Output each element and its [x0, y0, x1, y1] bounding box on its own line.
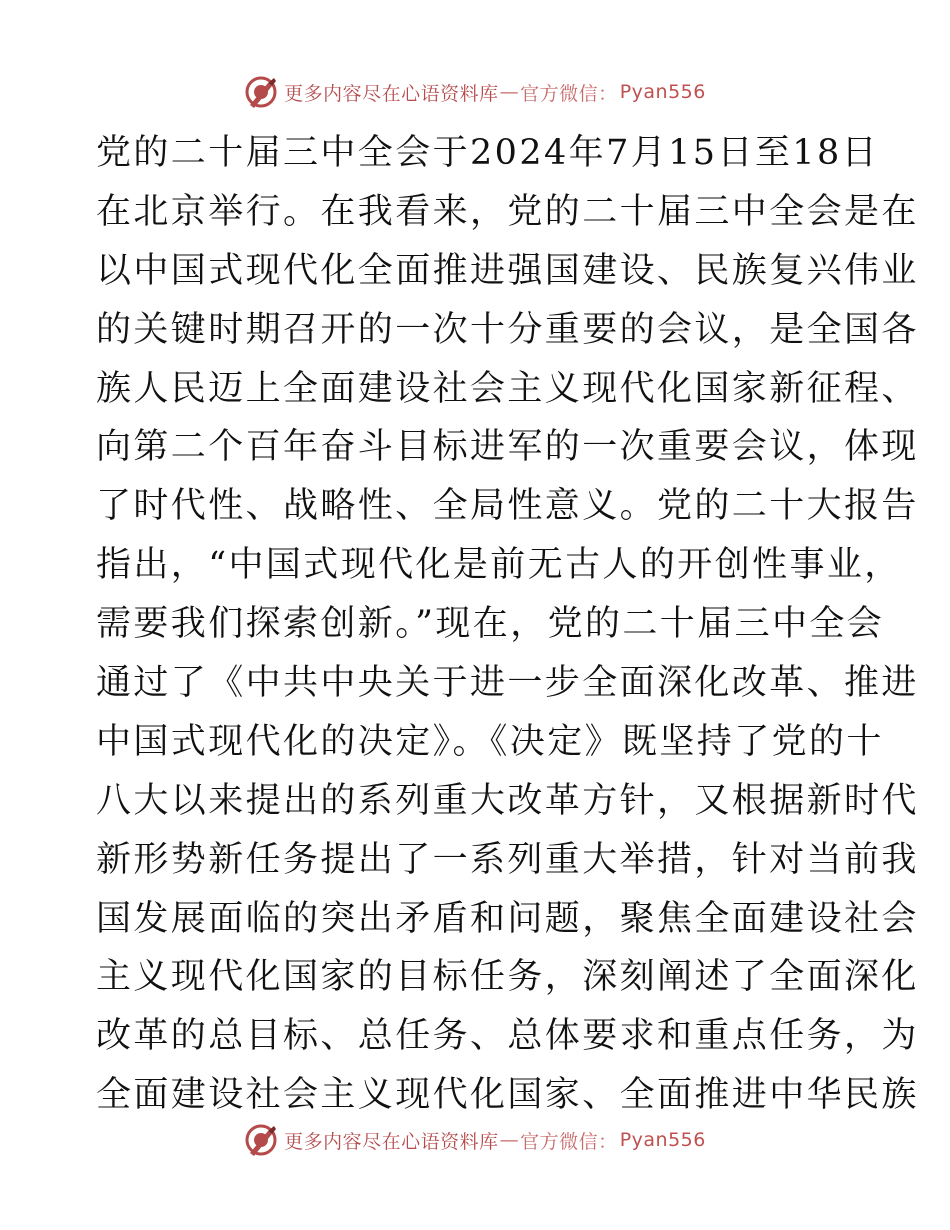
text-line: 国发展面临的突出矛盾和问题，聚焦全面建设社会	[96, 898, 919, 939]
text-line: 通过了《中共中央关于进一步全面深化改革、推进	[96, 663, 919, 704]
footer-account: Pyan556	[619, 1129, 706, 1151]
header-brand: 更多内容尽在心语资料库	[284, 82, 499, 105]
text-line: 族人民迈上全面建设社会主义现代化国家新征程、	[96, 368, 919, 409]
header-banner	[0, 72, 950, 112]
text-line: 改革的总目标、总任务、总体要求和重点任务，为	[96, 1016, 919, 1057]
footer-brand: 更多内容尽在心语资料库	[284, 1130, 499, 1153]
text-line: 向第二个百年奋斗目标进军的一次重要会议，体现	[96, 427, 919, 468]
header-separator: —	[499, 81, 520, 103]
document-body	[96, 124, 919, 1125]
footer-banner	[0, 1120, 950, 1160]
pen-logo-icon	[244, 1123, 278, 1157]
text-line: 需要我们探索创新。”现在，党的二十届三中全会	[96, 604, 885, 645]
footer-promo-text	[284, 1127, 706, 1154]
header-promo-text	[284, 79, 706, 106]
text-line: 了时代性、战略性、全局性意义。党的二十大报告	[96, 486, 919, 527]
text-line: 中国式现代化的决定》。《决定》既坚持了党的十	[96, 721, 884, 762]
text-line: 以中国式现代化全面推进强国建设、民族复兴伟业	[96, 250, 919, 291]
footer-label: 官方微信：	[520, 1130, 618, 1153]
text-line: 的关键时期召开的一次十分重要的会议，是全国各	[96, 309, 919, 350]
header-account: Pyan556	[619, 81, 706, 103]
text-line: 新形势新任务提出了一系列重大举措，针对当前我	[96, 839, 919, 880]
pen-logo-icon	[244, 75, 278, 109]
footer-separator: —	[499, 1129, 520, 1151]
text-line: 全面建设社会主义现代化国家、全面推进中华民族	[96, 1075, 919, 1116]
header-label: 官方微信：	[520, 82, 618, 105]
text-line: 主义现代化国家的目标任务，深刻阐述了全面深化	[96, 957, 919, 998]
text-line: 八大以来提出的系列重大改革方针，又根据新时代	[96, 780, 919, 821]
text-line: 指出，“中国式现代化是前无古人的开创性事业，	[96, 545, 902, 586]
text-line: 党的二十届三中全会于2024年7月15日至18日	[96, 133, 880, 173]
text-line: 在北京举行。在我看来，党的二十届三中全会是在	[96, 191, 919, 232]
